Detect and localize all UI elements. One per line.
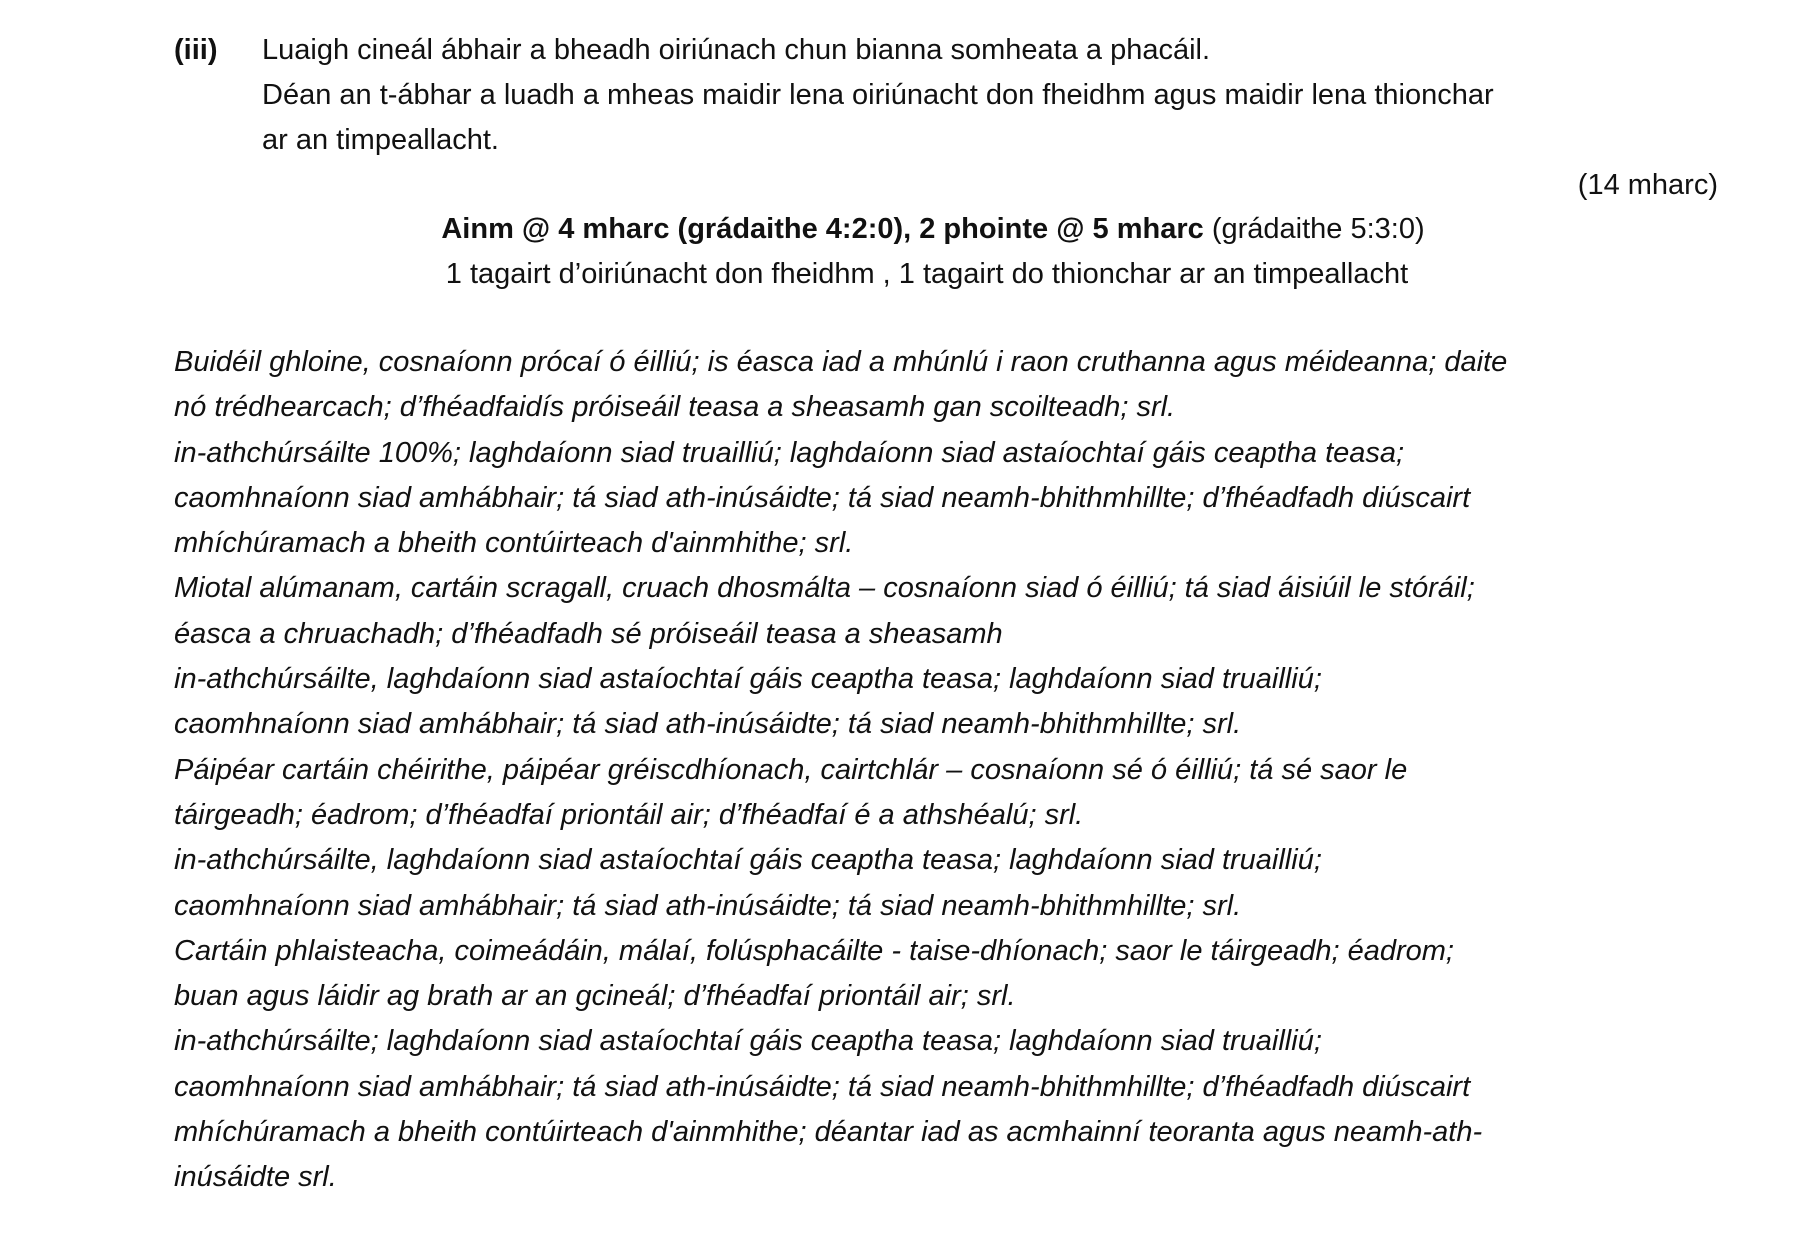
answer-text <box>174 340 1734 1201</box>
answer-line: buan agus láidir ag brath ar an gcineál; d’fhéadfaí priontáil air; srl. <box>174 980 1016 1013</box>
marks-allocation: (14 mharc) <box>1577 169 1718 201</box>
question-text <box>262 28 1732 163</box>
answer-line: Miotal alúmanam, cartáin scragall, cruach dhosmálta – cosnaíonn siad ó éilliú; tá siad áisiúil le stóráil; <box>174 572 1475 605</box>
answer-line: in-athchúrsáilte, laghdaíonn siad astaíochtaí gáis ceaptha teasa; laghdaíonn siad truailliú; <box>174 844 1322 877</box>
question-line: ar an timpeallacht. <box>262 124 499 156</box>
question-line: Déan an t-ábhar a luadh a mheas maidir lena oiriúnacht don fheidhm agus maidir lena thionchar <box>262 79 1494 111</box>
answer-line: in-athchúrsáilte; laghdaíonn siad astaíochtaí gáis ceaptha teasa; laghdaíonn siad truailliú; <box>174 1025 1322 1058</box>
answer-line: inúsáidte srl. <box>174 1161 337 1194</box>
answer-line: caomhnaíonn siad amhábhair; tá siad ath-inúsáidte; tá siad neamh-bhithmhillte; d’fhéadfadh diúscairt <box>174 1070 1471 1103</box>
answer-line: Cartáin phlaisteacha, coimeádáin, málaí, folúsphacáilte - taise-dhíonach; saor le táirgeadh; éadrom; <box>174 934 1454 967</box>
marking-scheme-bold: Ainm @ 4 mharc (grádaithe 4:2:0), 2 phointe @ 5 mharc <box>441 213 1204 245</box>
answer-line: in-athchúrsáilte, laghdaíonn siad astaíochtaí gáis ceaptha teasa; laghdaíonn siad truailliú; <box>174 663 1322 696</box>
marking-scheme-line: 1 tagairt d’oiriúnacht don fheidhm , 1 tagairt do thionchar ar an timpeallacht <box>445 258 1409 290</box>
answer-line: mhíchúramach a bheith contúirteach d'ainmhithe; srl. <box>174 527 854 560</box>
question-number: (iii) <box>174 34 218 66</box>
marking-scheme <box>0 207 1818 297</box>
answer-line: caomhnaíonn siad amhábhair; tá siad ath-inúsáidte; tá siad neamh-bhithmhillte; d’fhéadfadh diúscairt <box>174 481 1471 514</box>
answer-line: Páipéar cartáin chéirithe, páipéar gréiscdhíonach, cairtchlár – cosnaíonn sé ó éilliú; tá sé saor le <box>174 753 1408 786</box>
answer-line: in-athchúrsáilte 100%; laghdaíonn siad truailliú; laghdaíonn siad astaíochtaí gáis ceaptha teasa; <box>174 436 1405 469</box>
marking-scheme-line <box>0 207 1818 252</box>
answer-line: Buidéil ghloine, cosnaíonn prócaí ó éilliú; is éasca iad a mhúnlú i raon cruthanna agus méideanna; daite <box>174 346 1508 378</box>
answer-line: táirgeadh; éadrom; d’fhéadfaí priontáil air; d’fhéadfaí é a athshéalú; srl. <box>174 798 1084 831</box>
answer-line: caomhnaíonn siad amhábhair; tá siad ath-inúsáidte; tá siad neamh-bhithmhillte; srl. <box>174 889 1242 922</box>
marking-scheme-grading: (grádaithe 5:3:0) <box>1203 213 1425 245</box>
answer-line: mhíchúramach a bheith contúirteach d'ainmhithe; déantar iad as acmhainní teoranta agus neamh-ath- <box>174 1116 1483 1149</box>
answer-line: caomhnaíonn siad amhábhair; tá siad ath-inúsáidte; tá siad neamh-bhithmhillte; srl. <box>174 708 1242 741</box>
answer-line: nó trédhearcach; d’fhéadfaidís próiseáil teasa a sheasamh gan scoilteadh; srl. <box>174 391 1176 424</box>
answer-line: éasca a chruachadh; d’fhéadfadh sé próiseáil teasa a sheasamh <box>174 617 1003 650</box>
question-line: Luaigh cineál ábhair a bheadh oiriúnach chun bianna somheata a phacáil. <box>262 34 1211 66</box>
